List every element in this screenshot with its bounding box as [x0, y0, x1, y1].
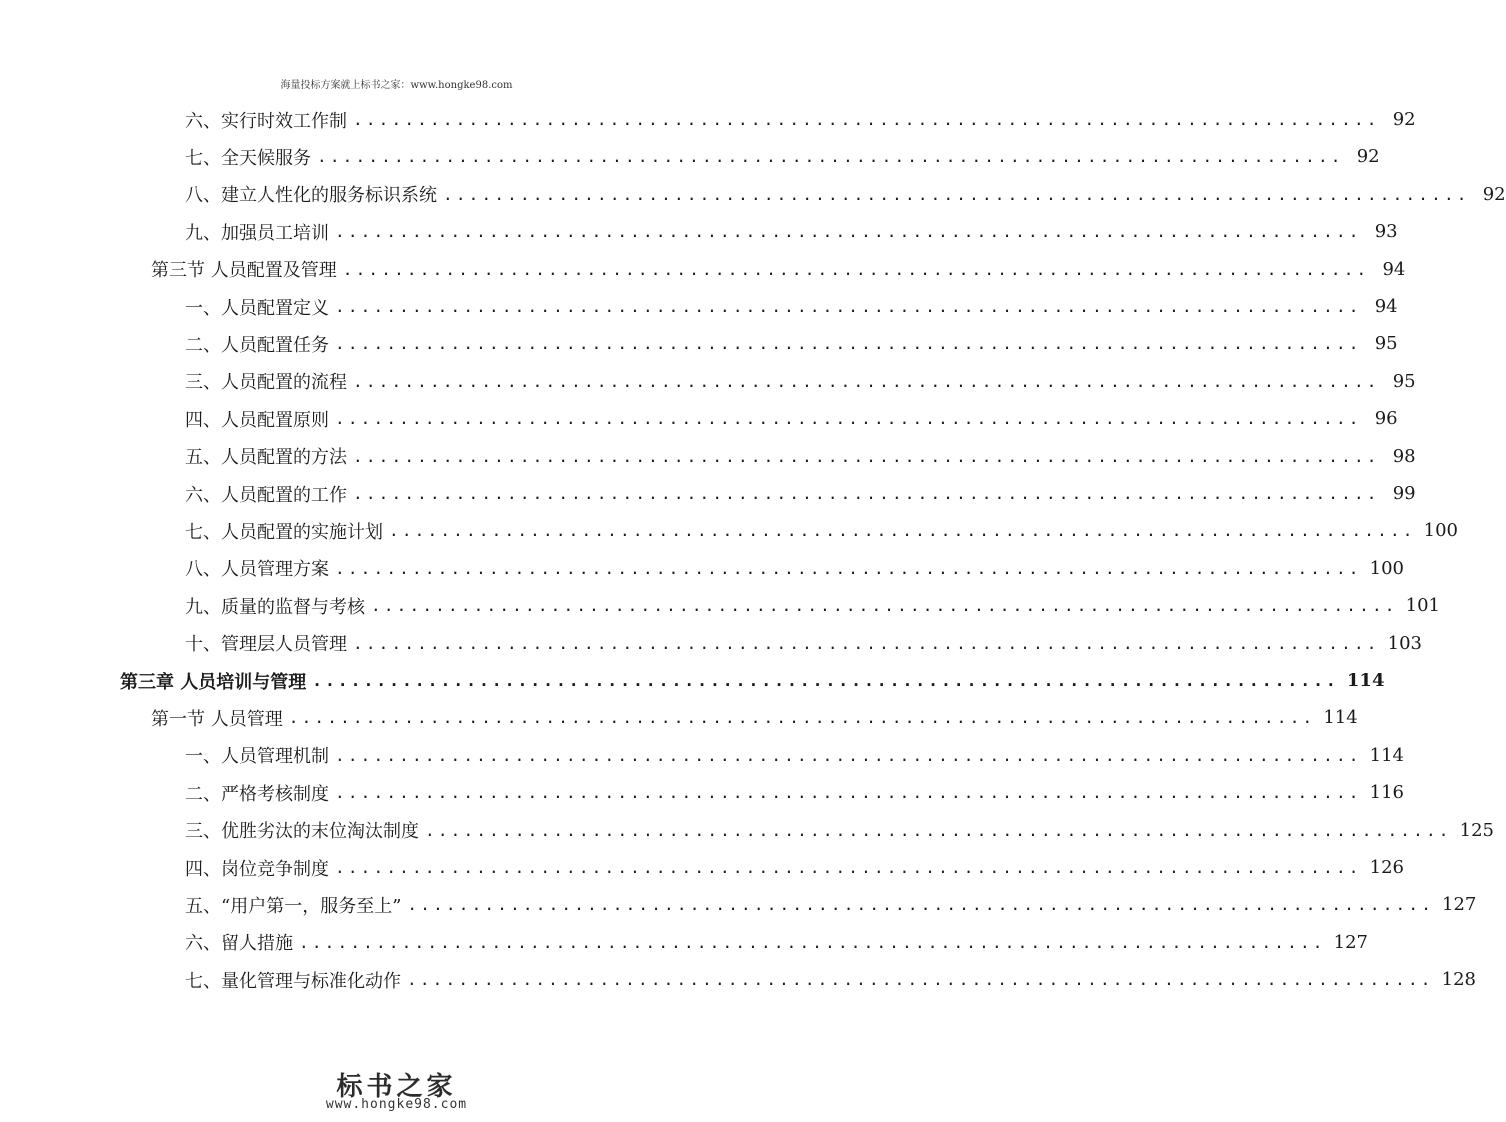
toc-entry[interactable]	[185, 737, 1404, 774]
toc-leader-dots: ................................................................................	[335, 858, 1362, 877]
page-header: 海量投标方案就上标书之家：www.hongke98.com	[280, 80, 513, 91]
toc-entry-label: 九、质量的监督与考核	[185, 596, 365, 618]
toc-entry[interactable]	[185, 213, 1398, 250]
toc-entry[interactable]	[185, 101, 1416, 138]
toc-leader-dots: ................................................................................	[335, 783, 1362, 803]
toc-leader-dots: ................................................................................	[443, 184, 1470, 204]
toc-leader-dots: ................................................................................	[407, 895, 1435, 915]
toc-entry-label: 第一节 人员管理	[151, 708, 283, 730]
toc-entry[interactable]	[185, 886, 1477, 923]
toc-entry[interactable]	[185, 400, 1398, 437]
toc-entry[interactable]	[185, 587, 1440, 624]
toc-entry-label: 五、人员配置的方法	[185, 447, 347, 469]
toc-entry-label: 二、严格考核制度	[185, 783, 329, 805]
toc-entry[interactable]	[185, 176, 1506, 213]
toc-entry-label: 第三章 人员培训与管理	[120, 671, 307, 693]
toc-entry[interactable]	[185, 512, 1458, 549]
toc-entry[interactable]	[185, 288, 1398, 325]
toc-entry-page: 96	[1374, 408, 1398, 430]
toc-entry-label: 六、实行时效工作制	[185, 110, 347, 132]
toc-leader-dots: ................................................................................	[335, 409, 1362, 429]
toc-leader-dots: ................................................................................	[342, 259, 1370, 279]
toc-entry-page: 126	[1369, 857, 1404, 878]
toc-leader-dots: ................................................................................	[335, 745, 1362, 765]
toc-entry-label: 八、人员管理方案	[185, 559, 329, 581]
toc-leader-dots: ................................................................................	[335, 334, 1362, 354]
toc-entry[interactable]	[185, 849, 1404, 886]
toc-entry-page: 95	[1374, 333, 1398, 355]
toc-entry-page: 94	[1374, 296, 1398, 317]
toc-leader-dots: ................................................................................	[312, 671, 1339, 690]
toc-entry-label: 四、人员配置原则	[185, 409, 329, 431]
toc-entry-page: 101	[1405, 595, 1440, 617]
toc-entry[interactable]	[185, 325, 1398, 362]
toc-entry-label: 十、管理层人员管理	[185, 634, 347, 656]
toc-entry-label: 九、加强员工培训	[185, 222, 329, 244]
toc-entry-label: 第三节 人员配置及管理	[151, 260, 337, 282]
toc-leader-dots: ................................................................................	[353, 484, 1380, 503]
toc-leader-dots: ................................................................................	[353, 371, 1380, 391]
toc-entry-page: 99	[1392, 483, 1416, 504]
toc-entry[interactable]	[185, 138, 1380, 175]
toc-leader-dots: ................................................................................	[407, 970, 1434, 990]
toc-entry[interactable]	[185, 774, 1404, 811]
toc-entry-label: 六、人员配置的工作	[185, 484, 347, 506]
toc-leader-dots: ................................................................................	[371, 596, 1398, 616]
toc-leader-dots: ................................................................................	[299, 932, 1326, 952]
footer-logo: 标书之家	[336, 1072, 457, 1102]
toc-entry-label: 三、人员配置的流程	[185, 372, 347, 394]
toc-entry-page: 93	[1374, 221, 1398, 243]
footer-url: www.hongke98.com	[325, 1097, 468, 1112]
toc-entry-label: 一、人员配置定义	[185, 297, 329, 319]
toc-entry-page: 114	[1346, 670, 1385, 691]
toc-entry[interactable]	[185, 924, 1368, 961]
toc-entry-label: 七、全天候服务	[185, 147, 311, 169]
toc-entry-label: 一、人员管理机制	[185, 746, 329, 768]
toc-entry[interactable]	[185, 961, 1476, 998]
toc-entry-page: 114	[1369, 744, 1404, 766]
toc-leader-dots: ................................................................................	[353, 110, 1380, 129]
toc-entry-page: 100	[1423, 520, 1458, 542]
toc-entry-label: 六、留人措施	[185, 933, 293, 955]
toc-entry-label: 四、岗位竞争制度	[185, 858, 329, 880]
toc-entry[interactable]	[185, 363, 1416, 400]
toc-entry-page: 92	[1392, 109, 1416, 130]
toc-entry-page: 100	[1369, 557, 1404, 579]
toc-entry-page: 92	[1482, 183, 1506, 205]
toc-entry-page: 128	[1441, 969, 1476, 991]
toc-entry-page: 94	[1382, 258, 1406, 280]
toc-entry-label: 二、人员配置任务	[185, 334, 329, 356]
toc-entry-page: 103	[1387, 632, 1422, 654]
toc-entry-label: 七、人员配置的实施计划	[185, 521, 383, 543]
toc-leader-dots: ................................................................................	[335, 222, 1362, 242]
toc-leader-dots: ................................................................................	[353, 446, 1380, 466]
toc-entry[interactable]	[185, 438, 1416, 475]
toc-entry[interactable]	[151, 251, 1406, 288]
toc-entry-page: 92	[1356, 146, 1380, 168]
toc-entry[interactable]	[185, 550, 1404, 587]
toc-entry-page: 127	[1442, 894, 1477, 916]
toc-entry[interactable]	[185, 625, 1422, 662]
toc-entry-label: 七、量化管理与标准化动作	[185, 970, 401, 992]
toc-leader-dots: ................................................................................	[335, 297, 1362, 316]
toc-entry[interactable]	[185, 812, 1494, 849]
toc-leader-dots: ................................................................................	[425, 820, 1452, 840]
toc-entry-page: 125	[1459, 819, 1494, 841]
toc-leader-dots: ................................................................................	[335, 558, 1362, 578]
toc-entry-page: 98	[1392, 445, 1416, 467]
toc-entry[interactable]	[120, 662, 1385, 699]
toc-entry-page: 116	[1369, 782, 1404, 804]
toc-leader-dots: ................................................................................	[389, 521, 1416, 541]
toc-entry[interactable]	[185, 475, 1416, 512]
toc-entry-page: 95	[1392, 370, 1416, 392]
toc-leader-dots: ................................................................................	[288, 708, 1316, 728]
toc-entry-page: 127	[1333, 931, 1368, 953]
toc-entry-page: 114	[1323, 707, 1358, 729]
toc-entry-label: 八、建立人性化的服务标识系统	[185, 185, 437, 207]
toc-entry[interactable]	[151, 699, 1358, 736]
toc-entry-label: 五、“用户第一，服务至上”	[185, 895, 402, 917]
toc-leader-dots: ................................................................................	[317, 147, 1344, 167]
toc-leader-dots: ................................................................................	[353, 633, 1380, 653]
toc-entry-label: 三、优胜劣汰的末位淘汰制度	[185, 821, 419, 843]
